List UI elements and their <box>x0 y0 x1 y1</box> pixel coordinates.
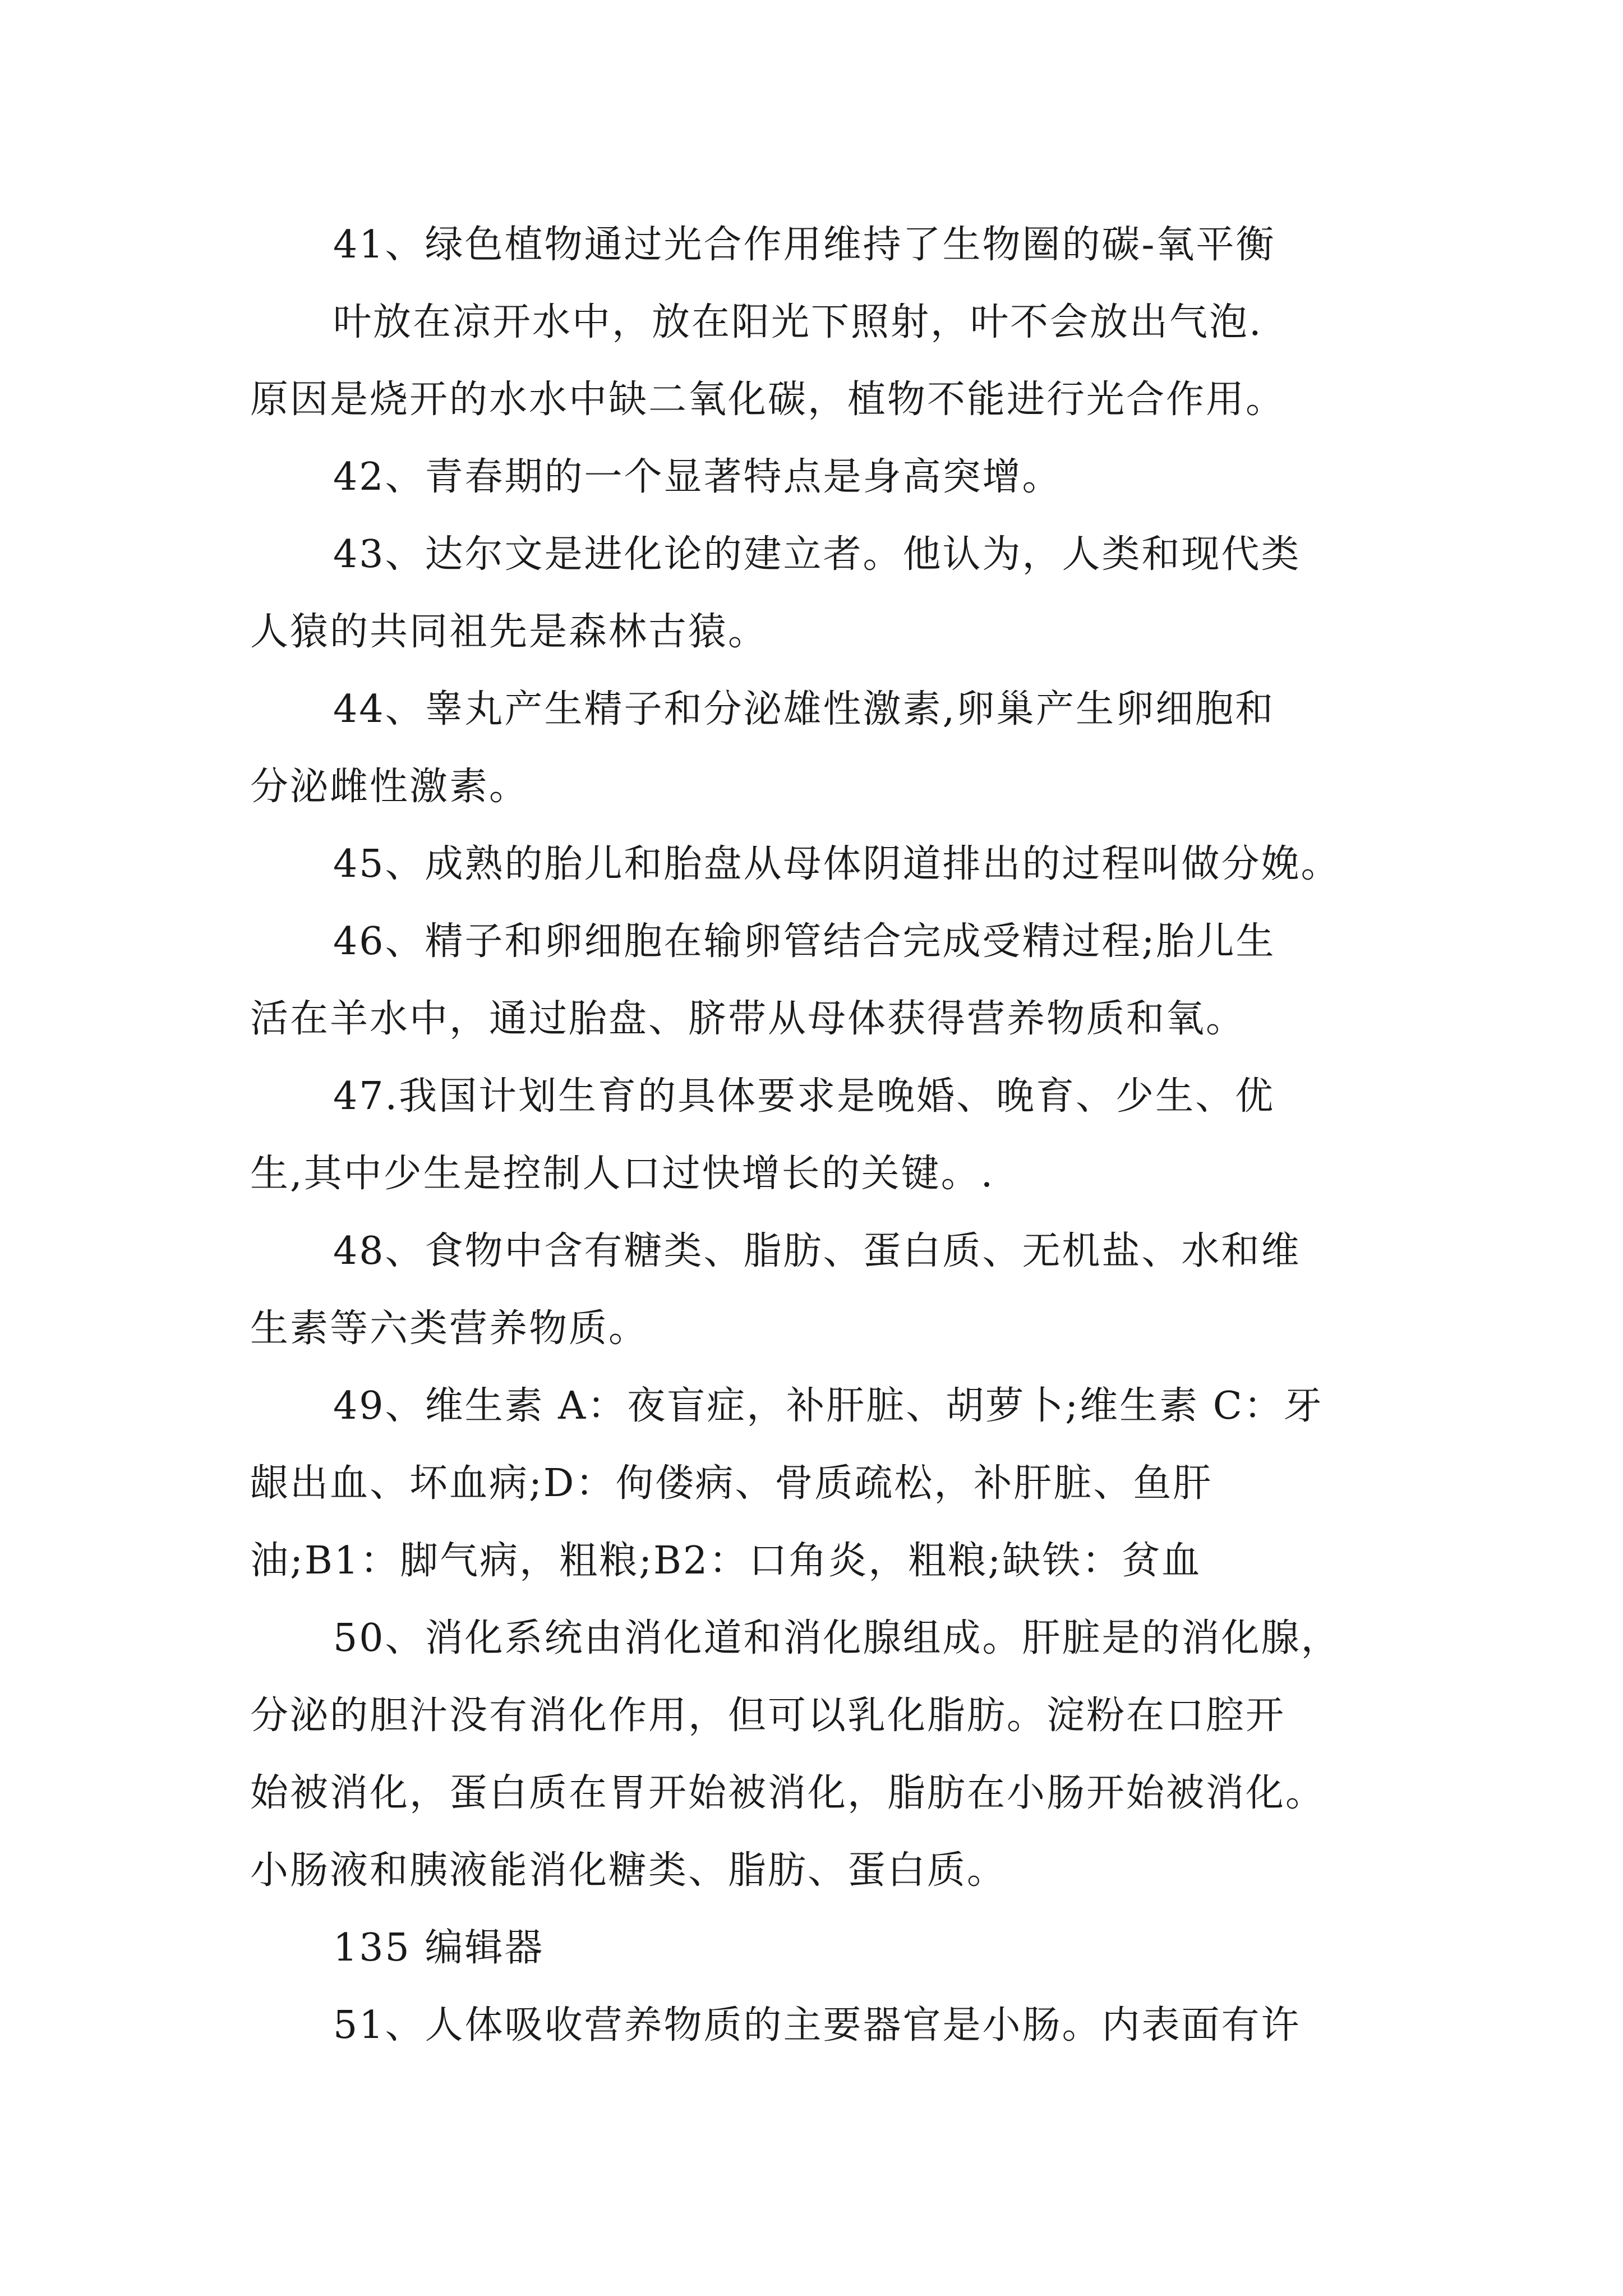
text-line: 42、青春期的一个显著特点是身高突增。 <box>333 455 1062 499</box>
text-line: 47.我国计划生育的具体要求是晚婚、晚育、少生、优 <box>333 1074 1275 1119</box>
text-line: 45、成熟的胎儿和胎盘从母体阴道排出的过程叫做分娩。 <box>333 842 1341 886</box>
text-line: 龈出血、坏血病;D：佝偻病、骨质疏松，补肝脏、鱼肝 <box>250 1461 1213 1506</box>
text-line: 135 编辑器 <box>333 1926 545 1970</box>
text-line: 分泌的胆汁没有消化作用，但可以乳化脂肪。淀粉在口腔开 <box>250 1694 1286 1738</box>
text-line: 51、人体吸收营养物质的主要器官是小肠。内表面有许 <box>333 2003 1301 2047</box>
text-line: 50、消化系统由消化道和消化腺组成。肝脏是的消化腺， <box>333 1616 1341 1660</box>
text-line: 41、绿色植物通过光合作用维持了生物圈的碳-氧平衡 <box>333 223 1276 267</box>
text-line: 人猿的共同祖先是森林古猿。 <box>250 610 768 654</box>
text-line: 44、睾丸产生精子和分泌雄性激素,卵巢产生卵细胞和 <box>333 687 1275 731</box>
text-line: 生素等六类营养物质。 <box>250 1306 649 1351</box>
text-line: 46、精子和卵细胞在输卵管结合完成受精过程;胎儿生 <box>333 919 1276 964</box>
text-line: 43、达尔文是进化论的建立者。他认为，人类和现代类 <box>333 532 1301 577</box>
text-line: 48、食物中含有糖类、脂肪、蛋白质、无机盐、水和维 <box>333 1229 1301 1273</box>
text-line: 原因是烧开的水水中缺二氧化碳，植物不能进行光合作用。 <box>250 378 1286 422</box>
text-line: 始被消化，蛋白质在胃开始被消化，脂肪在小肠开始被消化。 <box>250 1771 1326 1815</box>
text-line: 生,其中少生是控制人口过快增长的关键。. <box>250 1152 995 1196</box>
text-line: 小肠液和胰液能消化糖类、脂肪、蛋白质。 <box>250 1848 1007 1893</box>
text-line: 活在羊水中，通过胎盘、脐带从母体获得营养物质和氧。 <box>250 997 1246 1041</box>
text-line: 油;B1：脚气病，粗粮;B2：口角炎，粗粮;缺铁：贫血 <box>250 1539 1202 1583</box>
text-line: 分泌雌性激素。 <box>250 765 529 809</box>
text-line: 49、维生素 A：夜盲症，补肝脏、胡萝卜;维生素 C：牙 <box>333 1384 1324 1428</box>
text-line: 叶放在凉开水中，放在阳光下照射，叶不会放出气泡. <box>333 300 1263 344</box>
